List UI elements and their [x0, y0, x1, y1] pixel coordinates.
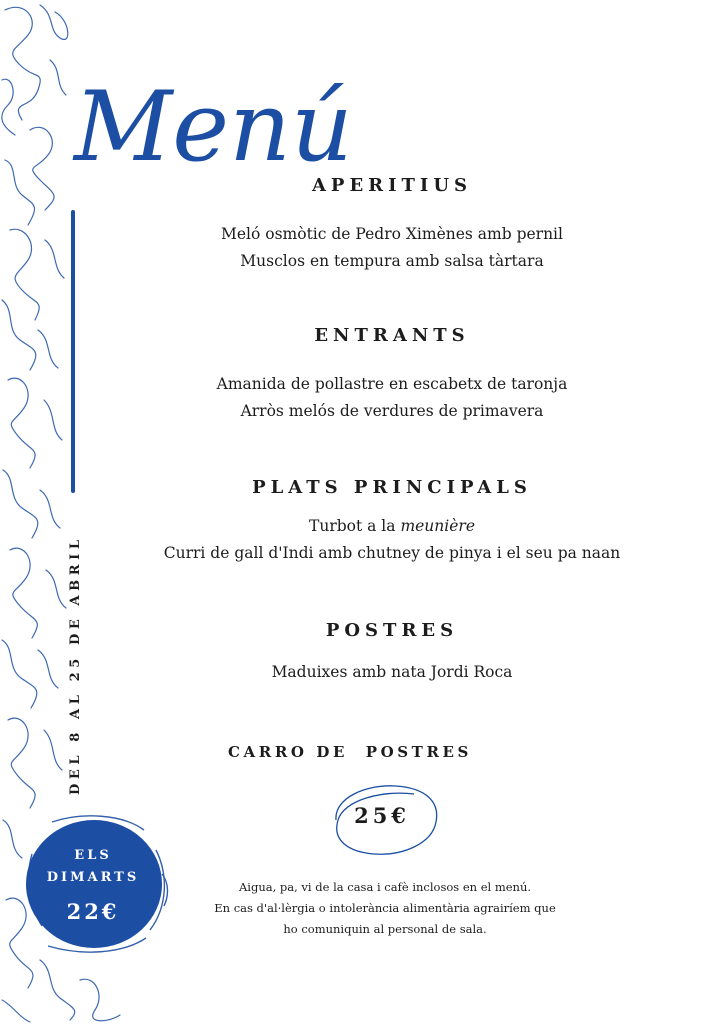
menu-item: Arròs melós de verdures de primavera	[240, 402, 544, 420]
carro-label: CARRO DE POSTRES	[228, 743, 472, 761]
menu-item-prefix: Turbot a la	[309, 517, 401, 535]
badge-line-dimarts: DIMARTS	[46, 869, 140, 885]
section-entrants	[120, 325, 664, 425]
carro-de-postres	[78, 743, 622, 761]
note-line: En cas d'al·lèrgia o intolerància alimentària agrairíem que	[214, 901, 556, 915]
badge-line-els: ELS	[74, 847, 112, 863]
menu-item: Maduixes amb nata Jordi Roca	[271, 663, 513, 681]
note-line: Aigua, pa, vi de la casa i cafè inclosos en el menú.	[238, 880, 532, 894]
section-items-plats-principals	[120, 513, 664, 567]
vertical-accent-line	[71, 210, 75, 493]
section-title-aperitius: APERITIUS	[311, 175, 473, 196]
menu-item: Amanida de pollastre en escabetx de taronja	[216, 375, 568, 393]
section-title-entrants: ENTRANTS	[314, 325, 470, 346]
menu-item: Curri de gall d'Indi amb chutney de pinya i el seu pa naan	[163, 544, 621, 562]
section-items-aperitius	[120, 221, 664, 275]
badge-price: 22€	[66, 898, 120, 924]
menu-item: Meló osmòtic de Pedro Ximènes amb pernil	[221, 225, 563, 243]
section-title-plats-principals: PLATS PRINCIPALS	[252, 477, 532, 498]
menu-price: 25€	[354, 802, 410, 828]
section-plats-principals	[120, 477, 664, 567]
section-items-postres	[120, 659, 664, 686]
menu-title-text: Menú	[74, 71, 353, 183]
section-title-postres: POSTRES	[325, 620, 459, 641]
section-postres	[120, 620, 664, 686]
section-aperitius	[120, 175, 664, 275]
section-items-entrants	[120, 371, 664, 425]
tuesday-price-badge-text	[22, 814, 164, 954]
footer-notes	[170, 877, 600, 940]
menu-item: Musclos en tempura amb salsa tàrtara	[240, 252, 544, 270]
menu-item-italic: meunière	[400, 517, 475, 535]
menu-item	[120, 513, 664, 540]
note-line: ho comuniquin al personal de sala.	[283, 922, 487, 936]
date-range-vertical: DEL 8 AL 25 DE ABRIL	[68, 535, 83, 795]
